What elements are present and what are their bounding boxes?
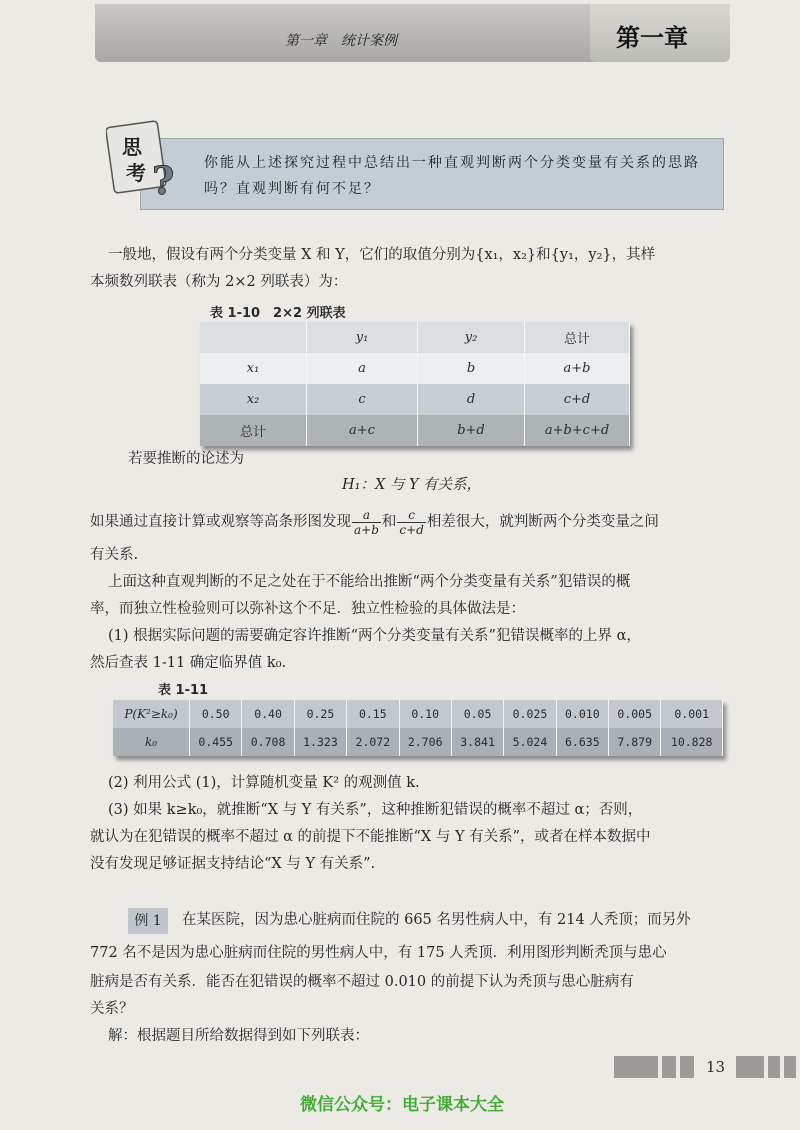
table-row <box>113 700 723 728</box>
thinking-text: 你能从上述探究过程中总结出一种直观判断两个分类变量有关系的思路吗？直观判断有何不足？ <box>204 155 700 197</box>
fraction-c-over-cd <box>397 508 425 537</box>
table-cell: 总计 <box>200 415 307 446</box>
table-cell: 6.635 <box>556 728 608 756</box>
para4-line4: 没有发现足够证据支持结论“X 与 Y 有关系”. <box>90 856 376 872</box>
example-solution-line: 解：根据题目所给数据得到如下列联表： <box>108 1028 369 1044</box>
footer-bar <box>662 1056 676 1078</box>
table-cell <box>200 322 307 353</box>
table-cell: a <box>307 353 418 384</box>
example-badge: 例 1 <box>128 908 168 934</box>
table-cell: 7.879 <box>609 728 661 756</box>
table-cell: 2.706 <box>399 728 451 756</box>
para1-line2: 本频数列联表（称为 2×2 列联表）为： <box>90 274 348 290</box>
fraction-a-over-ab <box>352 508 381 537</box>
table-cell: 0.455 <box>190 728 242 756</box>
footer-bar <box>736 1056 764 1078</box>
table-cell: 0.40 <box>242 700 294 728</box>
para2-line1 <box>90 506 659 538</box>
chapter-tab-label: 第一章 <box>616 24 688 52</box>
thinking-badge-icon <box>106 118 182 202</box>
question-mark-icon: ? <box>152 158 175 202</box>
fraction-denominator: a+b <box>354 522 379 537</box>
footer-bar <box>680 1056 694 1078</box>
hypothesis-h1: H₁：X 与 Y 有关系， <box>342 477 482 493</box>
table-cell: 1.323 <box>294 728 346 756</box>
footer-bar <box>768 1056 780 1078</box>
para3-line2: 率，而独立性检验则可以弥补这个不足．独立性检验的具体做法是： <box>90 601 525 617</box>
table-cell: b <box>418 353 525 384</box>
para3-line1: 上面这种直观判断的不足之处在于不能给出推断“两个分类变量有关系”犯错误的概 <box>108 574 631 590</box>
para3-line3: (1) 根据实际问题的需要确定容许推断“两个分类变量有关系”犯错误概率的上界 α， <box>108 628 641 644</box>
table-cell: 0.05 <box>451 700 503 728</box>
table-cell: 0.001 <box>661 700 723 728</box>
footer-bar <box>614 1056 658 1078</box>
para2-line1-c: 相差很大，就判断两个分类变量之间 <box>426 514 659 530</box>
table-row <box>200 384 630 415</box>
fraction-numerator: c <box>397 508 425 523</box>
para2-line1-b: 和 <box>381 514 397 530</box>
table-cell: 0.025 <box>504 700 556 728</box>
table-cell: 0.708 <box>242 728 294 756</box>
table-cell: a+c <box>307 415 418 446</box>
para4-line3: 就认为在犯错误的概率不超过 α 的前提下不能推断“X 与 Y 有关系”，或者在样本数据中 <box>90 829 651 845</box>
table-header-cell: y₂ <box>418 322 525 353</box>
table-cell: x₁ <box>200 353 307 384</box>
table-cell: c <box>307 384 418 415</box>
contingency-table <box>200 322 630 446</box>
table-row <box>113 728 723 756</box>
table-row <box>200 353 630 384</box>
table-row <box>200 322 630 353</box>
para2-line2: 有关系. <box>90 547 139 563</box>
example-line3: 脏病是否有关系．能否在犯错误的概率不超过 0.010 的前提下认为秃顶与患心脏病有 <box>90 974 634 990</box>
para4-line2: (3) 如果 k≥k₀，就推断“X 与 Y 有关系”，这种推断犯错误的概率不超过 α；否则， <box>108 802 643 818</box>
chapter-label: 第一章 统计案例 <box>285 33 397 49</box>
thinking-badge-char-2: 考 <box>126 161 146 185</box>
table1-caption: 表 1-10 2×2 列联表 <box>210 306 346 321</box>
table-cell: 0.15 <box>347 700 399 728</box>
example-line4: 关系？ <box>90 1001 134 1017</box>
table-cell: 0.50 <box>190 700 242 728</box>
table-cell: 2.072 <box>347 728 399 756</box>
table-cell: 0.010 <box>556 700 608 728</box>
table-cell: 5.024 <box>504 728 556 756</box>
table-cell: a+b+c+d <box>525 415 630 446</box>
table-cell: 0.10 <box>399 700 451 728</box>
table-row <box>200 415 630 446</box>
table-cell: b+d <box>418 415 525 446</box>
thinking-badge-char-1: 思 <box>122 135 142 159</box>
footer-bar <box>784 1056 796 1078</box>
page-number: 13 <box>706 1058 726 1076</box>
example-line2: 772 名不是因为患心脏病而住院的男性病人中，有 175 人秃顶．利用图形判断秃顶与患心 <box>90 945 667 961</box>
table-cell: c+d <box>525 384 630 415</box>
critical-value-table <box>113 700 723 756</box>
para2-intro: 若要推断的论述为 <box>128 451 244 467</box>
table-cell: a+b <box>525 353 630 384</box>
chapter-tab <box>590 4 730 62</box>
table-cell: 10.828 <box>661 728 723 756</box>
fraction-numerator: a <box>352 508 381 523</box>
table-header-cell: 总计 <box>525 322 630 353</box>
para2-line1-a: 如果通过直接计算或观察等高条形图发现 <box>90 514 351 530</box>
para4-line1: (2) 利用公式 (1)，计算随机变量 K² 的观测值 k. <box>108 775 420 791</box>
para1-line1: 一般地，假设有两个分类变量 X 和 Y，它们的取值分别为{x₁，x₂}和{y₁，y₂}，其样 <box>108 247 656 263</box>
watermark-text: 微信公众号：电子课本大全 <box>300 1095 504 1115</box>
row-label-k0: k₀ <box>113 728 190 756</box>
table-cell: d <box>418 384 525 415</box>
example-line1: 在某医院，因为患心脏病而住院的 665 名男性病人中，有 214 人秃顶；而另外 <box>182 912 691 928</box>
fraction-denominator: c+d <box>399 522 424 537</box>
row-label-probability: P(K²≥k₀) <box>113 700 190 728</box>
table2-caption: 表 1-11 <box>158 683 209 698</box>
table-cell: 0.25 <box>294 700 346 728</box>
table-cell: 3.841 <box>451 728 503 756</box>
table-cell: x₂ <box>200 384 307 415</box>
table-header-cell: y₁ <box>307 322 418 353</box>
para3-line4: 然后查表 1-11 确定临界值 k₀. <box>90 655 287 671</box>
table-cell: 0.005 <box>609 700 661 728</box>
